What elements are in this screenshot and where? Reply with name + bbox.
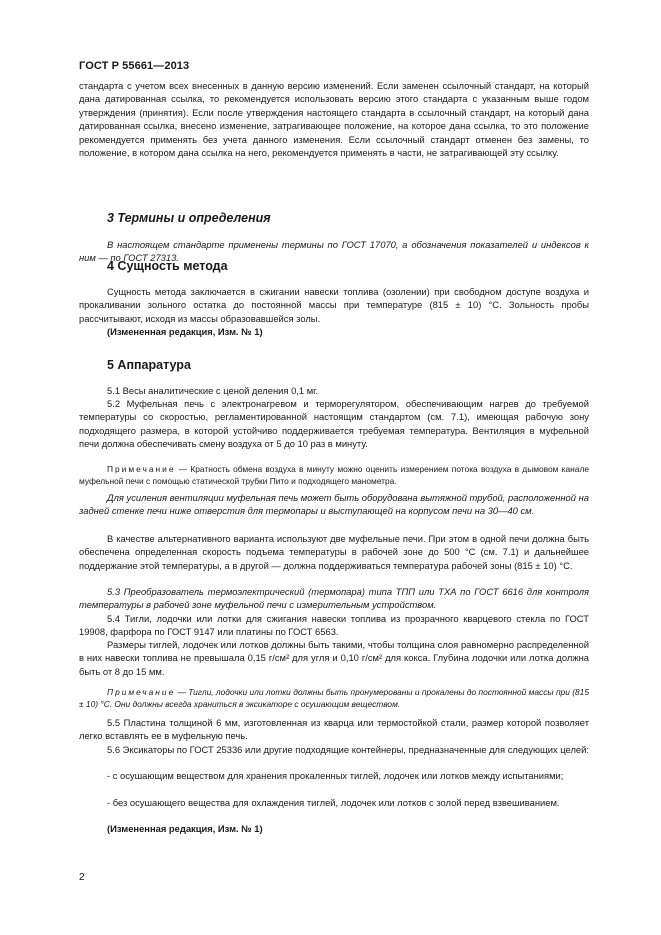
section-3-heading: 3 Термины и определения xyxy=(107,211,271,225)
note-1-text: — Кратность обмена воздуха в минуту можно оценить измерением потока воздуха в дымовом канале муфельной печи с помощью статической трубки Пито и подходящего манометра. xyxy=(79,464,589,487)
list-item-with-desiccant: - с осушающим веществом для хранения прокаленных тиглей, лодочек или лотков между испытаниями; xyxy=(107,770,564,781)
note-1-label: Примечание xyxy=(107,464,176,474)
section-3-text: В настоящем стандарте применены термины по ГОСТ 17070, а обозначения показателей и индексов к ним — по ГОСТ 27313. xyxy=(79,239,589,264)
para-5-1: 5.1 Весы аналитические с ценой деления 0,1 мг. xyxy=(107,385,319,396)
note-2-text: — Тигли, лодочки или лотки должны быть пронумерованы и прокалены до постоянной массы при (815 ± 10) °С. Они должны всегда храниться в эксикаторе с осушающим веществом. xyxy=(79,687,589,710)
para-5-2-ventilation: Для усиления вентиляции муфельная печь может быть оборудована вытяжной трубой, расположенной на задней стенке печи ниже отверстия для термопары и выступающей на корпусом печи на 30—40 см. xyxy=(79,492,589,517)
list-item-without-desiccant: - без осушающего вещества для охлаждения тиглей, лодочек или лотков с золой перед взвешиванием. xyxy=(107,797,560,808)
section-4-heading: 4 Сущность метода xyxy=(107,259,228,273)
document-header: ГОСТ Р 55661—2013 xyxy=(79,60,190,72)
para-5-3: 5.3 Преобразователь термоэлектрический (термопара) типа ТПП или ТХА по ГОСТ 6616 для контроля температуры в рабочей зоне муфельной печи с измерительным устройством. xyxy=(79,586,589,611)
para-5-4: 5.4 Тигли, лодочки или лотки для сжигания навески топлива из прозрачного кварцевого стекла по ГОСТ 19908, фарфора по ГОСТ 9147 или платины по ГОСТ 6563. xyxy=(79,613,589,638)
note-2-label: Примечание xyxy=(107,687,176,697)
note-1 xyxy=(79,463,589,488)
section-4-text: Сущность метода заключается в сжигании навески топлива (озолении) при свободном доступе воздуха и прокаливании зольного остатка до постоянной массы при температуре (815 ± 10) °С. Зольность пробы рассчитывают, исходя из массы образовавшейся золы. xyxy=(79,286,589,324)
para-5-5: 5.5 Пластина толщиной 6 мм, изготовленная из кварца или термостойкой стали, размер которой позволяет легко вставлять ее в муфельную печь. xyxy=(79,717,589,742)
note-2 xyxy=(79,686,589,711)
section-4-amendment: (Измененная редакция, Изм. № 1) xyxy=(107,326,263,337)
para-5-2-alternative: В качестве альтернативного варианта используют две муфельные печи. При этом в одной печи должна быть обеспечена определенная скорость подъема температуры в рабочей зоне до 500 °С (см. 7.1) и дальнейшее поддержание этой температуры, а в другой — должна поддерживаться температура рабочей зоны (815 ± 10) °С. xyxy=(79,533,589,571)
section-5-amendment: (Измененная редакция, Изм. № 1) xyxy=(107,823,263,834)
para-5-4-sizes: Размеры тиглей, лодочек или лотков должны быть такими, чтобы толщина слоя равномерно распределенной в них навески топлива не превышала 0,15 г/см² для угля и 0,10 г/см² для кокса. Глубина лодочки или лотка должна быть от 8 до 15 мм. xyxy=(79,639,589,677)
page-number: 2 xyxy=(79,872,85,883)
section-5-heading: 5 Аппаратура xyxy=(107,358,191,372)
para-5-2: 5.2 Муфельная печь с электронагревом и терморегулятором, обеспечивающим нагрев до требуемой температуры со скоростью, регламентированной настоящим стандартом (см. 7.1), имеющая рабочую зону подходящего размера, в которой устойчиво поддерживается требуемая температура. Вентиляция в муфельной печи должна обеспечивать смену воздуха от 5 до 10 раз в минуту. xyxy=(79,398,589,450)
para-5-6: 5.6 Эксикаторы по ГОСТ 25336 или другие подходящие контейнеры, предназначенные для следующих целей: xyxy=(107,744,589,755)
intro-paragraph: стандарта с учетом всех внесенных в данную версию изменений. Если заменен ссылочный стандарт, на который дана датированная ссылка, то рекомендуется использовать версию этого стандарта с указанным выше годом утверждения (принятия). Если после утверждения настоящего стандарта в ссылочный стандарт, на который дана датированная ссылка, внесено изменение, затрагивающее положение, на которое дана ссылка, то это положение рекомендуется применять без учета данного изменения. Если ссылочный стандарт отменен без замены, то положение, в котором дана ссылка на него, рекомендуется применять в части, не затрагивающей эту ссылку. xyxy=(79,80,589,159)
